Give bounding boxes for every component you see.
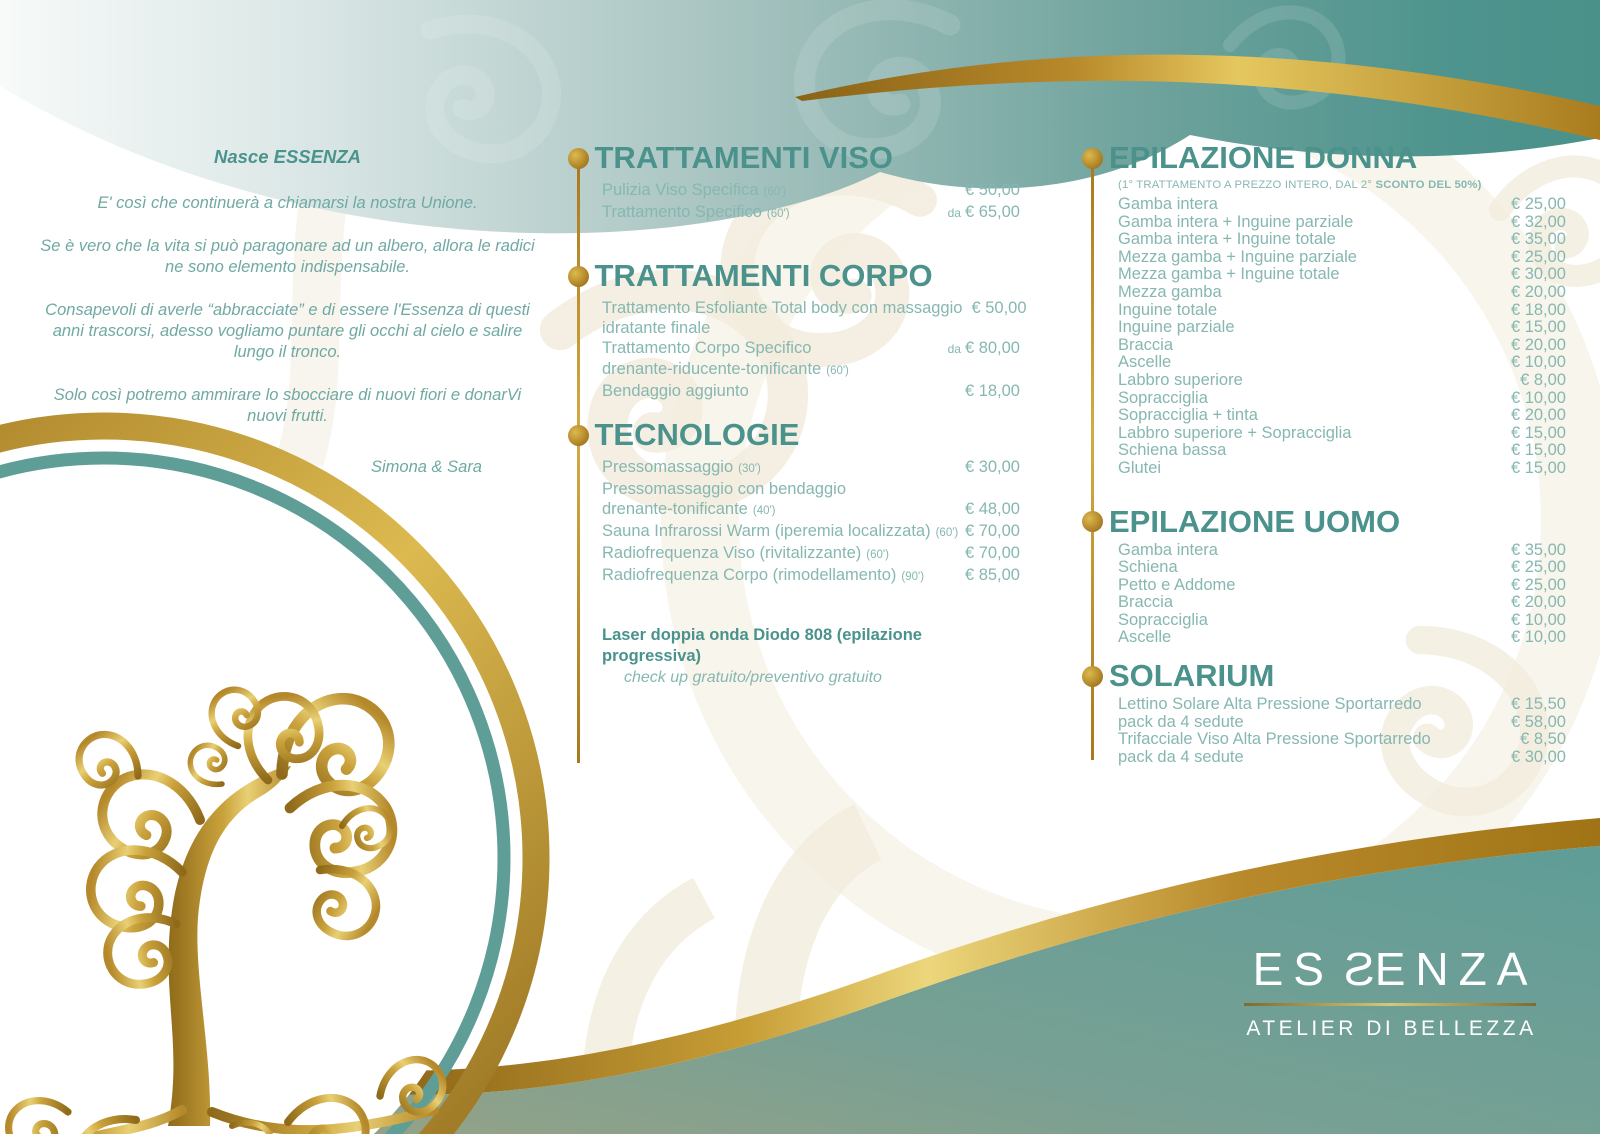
item-price: € 50,00: [964, 181, 1020, 199]
item-price: € 25,00: [1510, 247, 1566, 266]
section-rows: [1081, 696, 1566, 766]
section-header-trattamenti-viso: [567, 140, 1020, 176]
item-name: Gamba intera + Inguine totale: [1118, 230, 1336, 249]
intro-paragraph: Se è vero che la vita si può paragonare ad un albero, allora le radici ne sono elemento indispensabile.: [40, 237, 535, 276]
item-price: € 10,00: [1510, 628, 1566, 647]
section-header-epilazione-uomo: [1081, 504, 1566, 540]
item-name: Labbro superiore + Sopracciglia: [1118, 423, 1352, 442]
menu-item-row: [1081, 714, 1566, 732]
menu-item-row: [1081, 594, 1566, 612]
item-name: Radiofrequenza Viso (rivitalizzante): [602, 544, 862, 562]
note-regular: (1° TRATTAMENTO A PREZZO INTERO, DAL 2°: [1118, 179, 1376, 191]
item-name: Mezza gamba + Inguine parziale: [1118, 247, 1357, 266]
menu-item-row: [567, 543, 1020, 565]
item-name: Inguine totale: [1118, 300, 1218, 319]
item-price: € 30,00: [1510, 747, 1566, 766]
item-price: € 15,00: [1510, 318, 1566, 337]
menu-item-row: [1081, 372, 1566, 390]
item-price: € 8,00: [1520, 370, 1566, 389]
section-header-solarium: [1081, 658, 1566, 694]
menu-item-row: [1081, 542, 1566, 560]
menu-item-row: [567, 499, 1020, 521]
item-price: € 20,00: [1510, 335, 1566, 354]
item-name: Trattamento Specifico: [602, 203, 762, 221]
item-duration: (40'): [752, 505, 776, 517]
brand-part1: ES: [1252, 943, 1334, 995]
item-name: Glutei: [1118, 458, 1162, 477]
section-rows: [567, 457, 1020, 587]
item-name: Mezza gamba + Inguine totale: [1118, 265, 1340, 284]
item-name: Pulizia Viso Specifica: [602, 181, 759, 199]
note-bold: SCONTO DEL 50%): [1375, 179, 1482, 191]
gold-bullet-icon: [1082, 511, 1103, 532]
menu-item-row: [1081, 266, 1566, 284]
item-price: € 15,00: [1510, 423, 1566, 442]
menu-item-row: [567, 457, 1020, 479]
gold-bullet-icon: [568, 425, 589, 446]
menu-item-row: [1081, 629, 1566, 647]
menu-item-row: [1081, 337, 1566, 355]
item-price: € 25,00: [1510, 558, 1566, 577]
menu-item-row: [567, 318, 1020, 338]
item-price: € 20,00: [1510, 406, 1566, 425]
item-name: Sopracciglia + tinta: [1118, 406, 1258, 425]
gold-bullet-icon: [568, 148, 589, 169]
item-name: Pressomassaggio: [602, 458, 734, 476]
item-duration: (90'): [901, 571, 925, 583]
price-prefix: da: [947, 206, 961, 220]
intro-paragraph: Solo così potremo ammirare lo sbocciare di nuovi fiori e donarVi nuovi frutti.: [53, 386, 522, 425]
intro-paragraph: E' così che continuerà a chiamarsi la nostra Unione.: [97, 194, 478, 212]
item-name: Trattamento Corpo Specifico: [602, 339, 812, 357]
item-name: Gamba intera: [1118, 540, 1218, 559]
intro-signature: Simona & Sara: [371, 458, 482, 476]
item-duration: (60'): [763, 186, 787, 198]
section-header-trattamenti-corpo: [567, 258, 1020, 294]
intro-paragraph: Consapevoli di averle “abbracciate” e di essere l'Essenza di questi anni trascorsi, adesso vogliamo puntare gli occhi al cielo e salire lungo il tronco.: [45, 301, 530, 361]
brand-reversed-s: S: [1334, 943, 1375, 995]
section-rows: [567, 180, 1020, 224]
menu-item-row: [1081, 354, 1566, 372]
item-name: Trifacciale Viso Alta Pressione Sportarredo: [1118, 730, 1431, 749]
intro-panel: [35, 146, 540, 478]
menu-item-row: [1081, 214, 1566, 232]
item-price: € 10,00: [1510, 610, 1566, 629]
gold-bullet-icon: [568, 266, 589, 287]
menu-item-row: [1081, 612, 1566, 630]
item-name: Ascelle: [1118, 628, 1172, 647]
item-name: idratante finale: [602, 319, 711, 337]
laser-note-italic: check up gratuito/preventivo gratuito: [624, 669, 882, 686]
section-title: TECNOLOGIE: [594, 417, 800, 452]
section-title: EPILAZIONE DONNA: [1109, 140, 1418, 175]
section-rows: [1081, 196, 1566, 478]
menu-item-row: [567, 338, 1020, 359]
item-name: pack da 4 sedute: [1118, 712, 1244, 731]
menu-item-row: [567, 202, 1020, 224]
menu-column-right: [1081, 140, 1566, 766]
menu-item-row: [1081, 319, 1566, 337]
item-name: Sauna Infrarossi Warm (iperemia localizzata): [602, 522, 931, 540]
section-rows: [1081, 542, 1566, 648]
item-duration: (60'): [826, 365, 849, 377]
menu-item-row: [1081, 425, 1566, 443]
menu-item-row: [1081, 407, 1566, 425]
item-price: € 15,50: [1510, 695, 1566, 714]
menu-item-row: [1081, 284, 1566, 302]
brand-part2: ENZA: [1374, 943, 1538, 995]
item-price: € 20,00: [1510, 593, 1566, 612]
donna-discount-note: [1081, 177, 1566, 193]
laser-note: [567, 625, 1020, 687]
menu-item-row: [1081, 442, 1566, 460]
item-name: drenante-tonificante: [602, 500, 748, 518]
menu-item-row: [567, 180, 1020, 202]
menu-item-row: [567, 381, 1020, 401]
item-price: € 10,00: [1510, 388, 1566, 407]
menu-item-row: [1081, 559, 1566, 577]
menu-item-row: [1081, 231, 1566, 249]
item-name: Sopracciglia: [1118, 610, 1208, 629]
brand-wordmark: [1238, 944, 1542, 994]
section-rows: [567, 298, 1027, 401]
item-price: € 65,00: [964, 203, 1020, 221]
item-name: Inguine parziale: [1118, 318, 1235, 337]
item-name: Labbro superiore: [1118, 370, 1243, 389]
gold-bullet-icon: [1082, 148, 1103, 169]
item-name: Sopracciglia: [1118, 388, 1208, 407]
section-title: SOLARIUM: [1109, 658, 1275, 694]
item-price: € 50,00: [971, 299, 1027, 317]
item-price: € 30,00: [964, 458, 1020, 476]
item-duration: (30'): [738, 463, 761, 475]
menu-item-row: [1081, 696, 1566, 714]
item-name: Gamba intera: [1118, 195, 1218, 213]
brand-logo: [1238, 944, 1542, 1041]
item-name: pack da 4 sedute: [1118, 747, 1244, 766]
item-price: € 25,00: [1510, 575, 1566, 594]
price-prefix: da: [947, 342, 961, 356]
item-name: Radiofrequenza Corpo (rimodellamento): [602, 566, 897, 584]
item-name: Schiena: [1118, 558, 1178, 577]
menu-item-row: [1081, 249, 1566, 267]
brand-tagline: ATELIER DI BELLEZZA: [1246, 1017, 1537, 1040]
item-price: € 30,00: [1510, 265, 1566, 284]
item-price: € 25,00: [1510, 195, 1566, 213]
section-header-tecnologie: [567, 417, 1020, 453]
section-title: EPILAZIONE UOMO: [1109, 503, 1401, 539]
item-price: € 18,00: [964, 382, 1020, 400]
item-price: € 15,00: [1510, 458, 1566, 477]
item-name: Ascelle: [1118, 353, 1172, 372]
item-duration: (60'): [766, 208, 790, 220]
menu-item-row: [1081, 196, 1566, 214]
item-price: € 58,00: [1510, 712, 1566, 731]
item-price: € 35,00: [1510, 540, 1566, 559]
menu-item-row: [567, 565, 1020, 587]
menu-item-row: [567, 521, 1020, 543]
item-name: drenante-riducente-tonificante: [602, 360, 822, 378]
item-name: Trattamento Esfoliante Total body con massaggio: [602, 299, 963, 317]
item-duration: (60'): [866, 549, 889, 561]
menu-item-row: [567, 479, 1020, 499]
item-price: € 15,00: [1510, 441, 1566, 460]
item-price: € 20,00: [1510, 282, 1566, 301]
item-price: € 8,50: [1520, 730, 1566, 749]
menu-item-row: [1081, 749, 1566, 767]
menu-column-center: [567, 140, 1027, 687]
section-title: TRATTAMENTI CORPO: [594, 258, 933, 293]
item-name: Schiena bassa: [1118, 441, 1227, 460]
item-price: € 80,00: [964, 339, 1020, 357]
item-price: € 70,00: [964, 544, 1020, 562]
item-name: Mezza gamba: [1118, 282, 1222, 301]
item-price: € 85,00: [964, 566, 1020, 584]
gold-divider: [1244, 1003, 1536, 1006]
item-name: Pressomassaggio con bendaggio: [602, 480, 846, 498]
item-price: € 35,00: [1510, 230, 1566, 249]
section-header-epilazione-donna: [1081, 140, 1566, 176]
item-name: Braccia: [1118, 335, 1174, 354]
item-duration: (60'): [935, 527, 959, 539]
menu-item-row: [567, 359, 1020, 381]
menu-item-row: [567, 298, 1027, 318]
menu-item-row: [1081, 460, 1566, 478]
item-price: € 48,00: [964, 500, 1020, 518]
item-price: € 32,00: [1510, 212, 1566, 231]
item-name: Gamba intera + Inguine parziale: [1118, 212, 1354, 231]
item-name: Petto e Addome: [1118, 575, 1236, 594]
item-name: Braccia: [1118, 593, 1174, 612]
gold-bullet-icon: [1082, 666, 1103, 687]
item-price: € 70,00: [964, 522, 1020, 540]
laser-note-bold: Laser doppia onda Diodo 808 (epilazione progressiva): [602, 626, 922, 665]
menu-item-row: [1081, 390, 1566, 408]
menu-item-row: [1081, 731, 1566, 749]
item-name: Bendaggio aggiunto: [602, 382, 749, 400]
menu-item-row: [1081, 577, 1566, 595]
menu-item-row: [1081, 302, 1566, 320]
item-price: € 18,00: [1510, 300, 1566, 319]
intro-title: Nasce ESSENZA: [213, 146, 362, 167]
item-name: Lettino Solare Alta Pressione Sportarredo: [1118, 695, 1422, 714]
item-price: € 10,00: [1510, 353, 1566, 372]
section-title: TRATTAMENTI VISO: [594, 140, 893, 175]
